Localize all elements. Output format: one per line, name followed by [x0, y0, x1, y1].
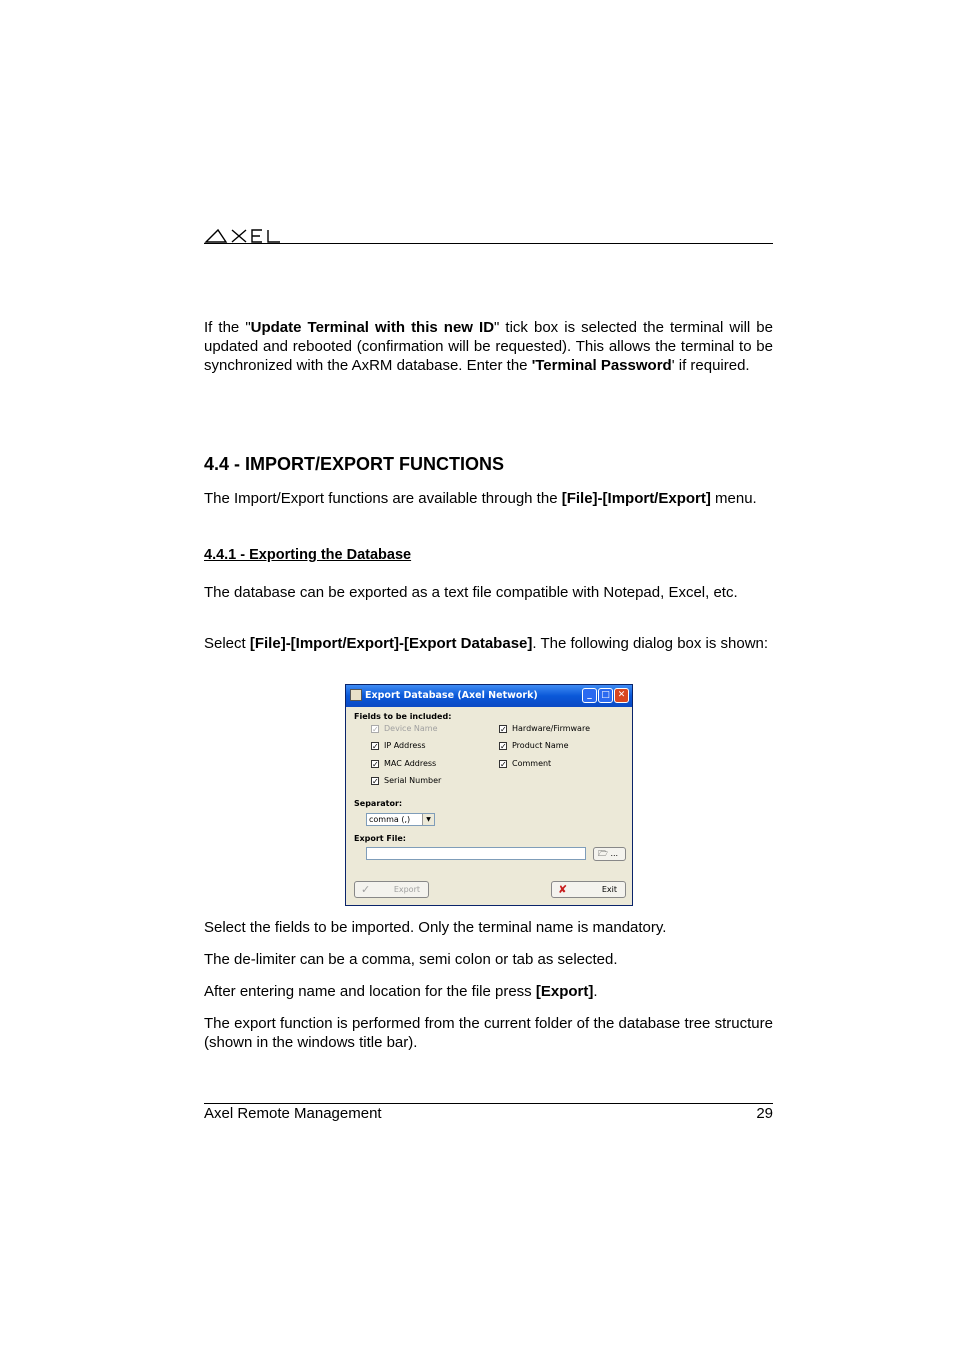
section-heading: 4.4 - IMPORT/EXPORT FUNCTIONS [204, 454, 505, 474]
export-database-dialog [345, 684, 633, 906]
field-label-product-name: Product Name [512, 741, 569, 750]
field-label-device-name: Device Name [384, 724, 438, 733]
dialog-title: Export Database (Axel Network) [365, 690, 538, 701]
app-icon [350, 689, 362, 701]
exit-button[interactable]: ✘ Exit [551, 881, 626, 898]
checkbox-hardware-firmware[interactable]: ✓ [500, 725, 507, 734]
separator-value: comma (,) [369, 815, 411, 824]
folder-icon: 🗁 [598, 849, 608, 858]
chevron-down-icon[interactable]: ▼ [422, 814, 434, 825]
page-number: 29 [756, 1105, 773, 1122]
dialog-titlebar [346, 685, 632, 707]
export-button[interactable]: ✓ Export [354, 881, 429, 898]
paragraph-press-export: After entering name and location for the file press [Export]. [204, 983, 598, 1000]
footer-title: Axel Remote Management [204, 1105, 382, 1122]
checkbox-product-name[interactable]: ✓ [500, 742, 507, 751]
paragraph-delimiter: The de-limiter can be a comma, semi colon or tab as selected. [204, 951, 618, 968]
exit-x-icon: ✘ [558, 883, 568, 896]
paragraph-select-fields: Select the fields to be imported. Only the terminal name is mandatory. [204, 919, 667, 936]
checkmark-icon: ✓ [361, 883, 371, 896]
subsection-heading: 4.4.1 - Exporting the Database [204, 547, 412, 563]
paragraph-import-export-menu: The Import/Export functions are available through the [File]-[Import/Export] menu. [204, 490, 757, 507]
close-icon[interactable]: ✕ [614, 688, 629, 703]
paragraph-select-export: Select [File]-[Import/Export]-[Export Database]. The following dialog box is shown: [204, 635, 769, 652]
field-label-ip-address: IP Address [384, 741, 426, 750]
paragraph-update-terminal: If the "Update Terminal with this new ID" tick box is selected the terminal will be updated and rebooted (confirmation will be requested). This allows the terminal to be synchronized with the AxRM database. Enter the 'Terminal Password' if required. [204, 319, 773, 374]
paragraph-current-folder: The export function is performed from the current folder of the database tree structure (shown in the windows title bar). [204, 1015, 773, 1051]
axel-logo [204, 225, 294, 245]
separator-label: Separator: [354, 799, 403, 808]
minimize-icon[interactable]: _ [582, 688, 597, 703]
checkbox-comment[interactable]: ✓ [500, 760, 507, 769]
export-file-input[interactable] [366, 847, 586, 860]
checkbox-device-name: ✓ [372, 725, 379, 734]
footer-rule [204, 1103, 773, 1104]
browse-button[interactable]: 🗁 ... [593, 847, 626, 861]
field-label-hardware-firmware: Hardware/Firmware [512, 724, 590, 733]
fields-label: Fields to be included: [354, 712, 452, 721]
field-label-mac-address: MAC Address [384, 759, 437, 768]
field-label-comment: Comment [512, 759, 552, 768]
paragraph-export-text-file: The database can be exported as a text file compatible with Notepad, Excel, etc. [204, 584, 738, 601]
field-label-serial-number: Serial Number [384, 776, 442, 785]
checkbox-ip-address[interactable]: ✓ [372, 742, 379, 751]
separator-select[interactable] [366, 813, 435, 826]
header-rule [204, 243, 773, 244]
checkbox-serial-number[interactable]: ✓ [372, 777, 379, 786]
maximize-icon[interactable]: □ [598, 688, 613, 703]
checkbox-mac-address[interactable]: ✓ [372, 760, 379, 769]
export-file-label: Export File: [354, 834, 406, 843]
